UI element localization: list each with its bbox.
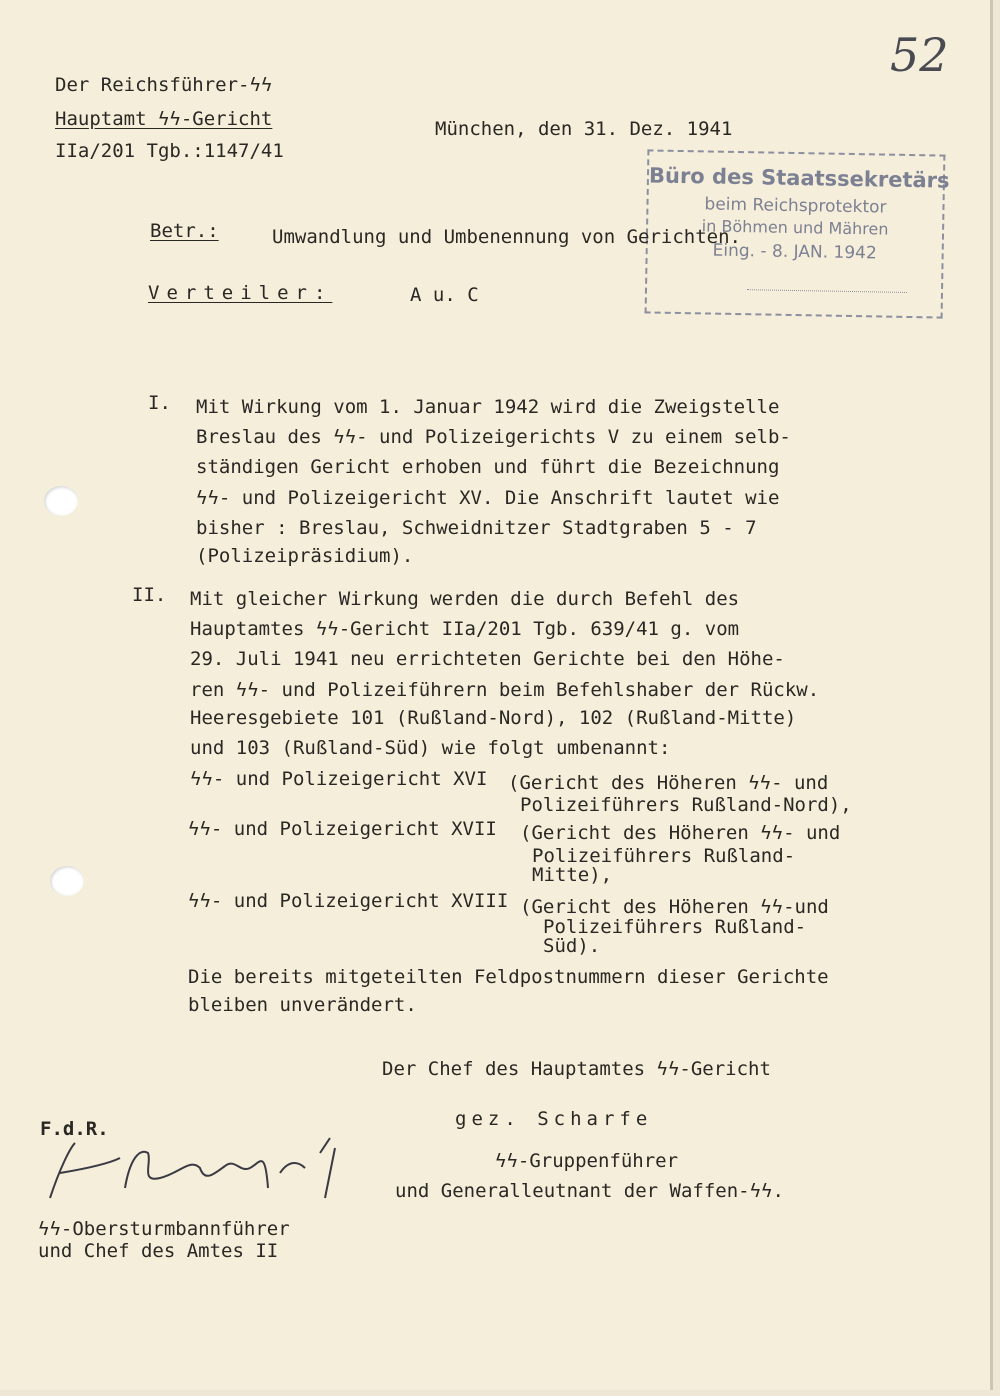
signature-title: Der Chef des Hauptamtes ϟϟ-Gericht [382, 1058, 771, 1080]
subject-text: Umwandlung und Umbenennung von Gerichten. [272, 226, 741, 248]
court-xvii-desc: Polizeiführers Rußland- [532, 845, 796, 867]
section-1-line: (Polizeipräsidium). [196, 545, 414, 567]
fdr-office: und Chef des Amtes II [38, 1240, 279, 1262]
section-2-line: Hauptamtes ϟϟ-Gericht IIa/201 Tgb. 639/41 g. vom [190, 618, 740, 640]
header-line-1: Der Reichsführer-ϟϟ [55, 74, 273, 96]
distribution-label: Verteiler: [148, 282, 333, 304]
section-2-line: Mit gleicher Wirkung werden die durch Befehl des [190, 588, 740, 610]
header-line-2: Hauptamt ϟϟ-Gericht [55, 108, 273, 130]
stamp-received-date: Eing. - 8. JAN. 1942 [712, 240, 877, 264]
stamp-line-1: Büro des Staatssekretärs [648, 163, 950, 193]
stamp-line-2: beim Reichsprotektor [704, 194, 887, 218]
section-1-numeral: I. [148, 392, 171, 414]
page-number: 52 [890, 28, 949, 82]
court-xvii-name: ϟϟ- und Polizeigericht XVII [188, 818, 497, 840]
court-xviii-desc: Süd). [543, 935, 601, 957]
section-2-line: 29. Juli 1941 neu errichteten Gerichte bei den Höhe- [190, 648, 785, 670]
section-1-line: ϟϟ- und Polizeigericht XV. Die Anschrift lautet wie [196, 487, 780, 509]
stamp-line-3: in Böhmen und Mähren [701, 216, 889, 239]
date-line: München, den 31. Dez. 1941 [435, 118, 733, 140]
subject-label: Betr.: [150, 220, 219, 242]
closing-line-2: bleiben unverändert. [188, 994, 417, 1016]
signature-rank: ϟϟ-Gruppenführer [495, 1150, 679, 1172]
section-1-line: Breslau des ϟϟ- und Polizeigerichts V zu einem selb- [196, 426, 791, 448]
court-xviii-desc: Polizeiführers Rußland- [543, 916, 807, 938]
punch-hole [50, 866, 84, 896]
distribution-text: A u. C [410, 284, 479, 306]
header-reference: IIa/201 Tgb.:1147/41 [55, 140, 284, 162]
punch-hole [44, 486, 78, 516]
section-2-numeral: II. [132, 584, 167, 606]
signature-rank-2: und Generalleutnant der Waffen-ϟϟ. [395, 1180, 784, 1202]
court-xvii-desc: Mitte), [532, 864, 613, 886]
court-xvii-desc: (Gericht des Höheren ϟϟ- und [520, 822, 841, 844]
section-2-line: und 103 (Rußland-Süd) wie folgt umbenannt: [190, 737, 671, 759]
closing-line-1: Die bereits mitgeteilten Feldpostnummern dieser Gerichte [188, 966, 829, 988]
signature-name: gez. Scharfe [455, 1108, 653, 1130]
court-xvi-desc: Polizeiführers Rußland-Nord), [520, 794, 852, 816]
section-2-line: ren ϟϟ- und Polizeiführern beim Befehlshaber der Rückw. [190, 679, 820, 701]
fdr-rank: ϟϟ-Obersturmbannführer [38, 1218, 290, 1240]
court-xvi-name: ϟϟ- und Polizeigericht XVI [190, 768, 488, 790]
court-xviii-name: ϟϟ- und Polizeigericht XVIII [188, 890, 509, 912]
section-1-line: ständigen Gericht erhoben und führt die Bezeichnung [196, 456, 780, 478]
section-1-line: bisher : Breslau, Schweidnitzer Stadtgraben 5 - 7 [196, 517, 757, 539]
court-xviii-desc: (Gericht des Höheren ϟϟ-und [520, 896, 829, 918]
section-1-line: Mit Wirkung vom 1. Januar 1942 wird die Zweigstelle [196, 396, 780, 418]
fdr-label: F.d.R. [40, 1118, 109, 1140]
handwritten-signature [30, 1128, 350, 1218]
section-2-line: Heeresgebiete 101 (Rußland-Nord), 102 (Rußland-Mitte) [190, 707, 797, 729]
stamp-dotted-line [747, 289, 907, 293]
court-xvi-desc: (Gericht des Höheren ϟϟ- und [508, 772, 829, 794]
